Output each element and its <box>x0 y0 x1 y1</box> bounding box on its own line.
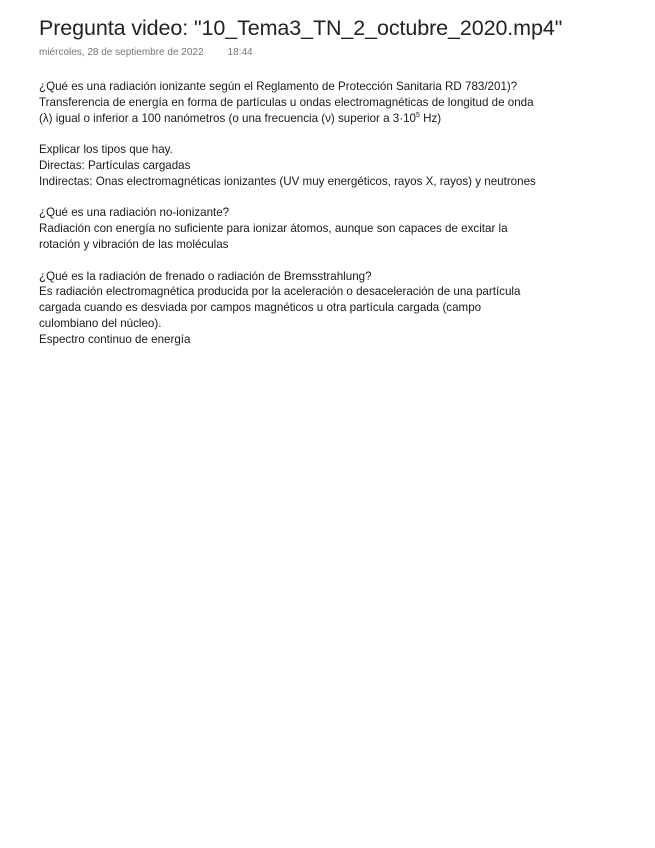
answer-text: Directas: Partículas cargadas <box>39 158 191 172</box>
formula-text-after: Hz) <box>419 111 442 125</box>
question-block-bremsstrahlung <box>39 269 639 348</box>
question-block-non-ionizing <box>39 205 639 252</box>
note-body <box>39 79 639 348</box>
question-text: ¿Qué es una radiación no-ionizante? <box>39 206 230 220</box>
note-date: miércoles, 28 de septiembre de 2022 <box>39 47 204 58</box>
question-block-types <box>39 142 639 189</box>
answer-text: Indirectas: Onas electromagnéticas ionizantes (UV muy energéticos, rayos X, rayos) y neutrones <box>39 174 536 188</box>
answer-text: cargada cuando es desviada por campos magnéticos u otra partícula cargada (campo <box>39 301 482 315</box>
answer-text: Transferencia de energía en forma de partículas u ondas electromagnéticas de longitud de onda <box>39 95 534 109</box>
note-meta <box>39 46 639 60</box>
answer-text: Espectro continuo de energía <box>39 332 191 346</box>
question-block-ionizing <box>39 79 639 126</box>
question-text: ¿Qué es la radiación de frenado o radiación de Bremsstrahlung? <box>39 269 372 283</box>
answer-formula-line <box>39 111 639 127</box>
answer-text: Es radiación electromagnética producida por la aceleración o desaceleración de una partícula <box>39 285 521 299</box>
formula-text-before: (λ) igual o inferior a 100 nanómetros (o una frecuencia (ν) superior a 3·10 <box>39 111 416 125</box>
note-title: Pregunta video: "10_Tema3_TN_2_octubre_2020.mp4" <box>39 16 563 40</box>
note-time: 18:44 <box>227 47 253 58</box>
answer-text: culombiano del núcleo). <box>39 316 162 330</box>
formula-exponent: 5 <box>416 111 420 119</box>
answer-text: Radiación con energía no suficiente para ionizar átomos, aunque son capaces de excitar la <box>39 222 508 236</box>
question-text: ¿Qué es una radiación ionizante según el Reglamento de Protección Sanitaria RD 783/201)? <box>39 80 518 93</box>
answer-text: rotación y vibración de las moléculas <box>39 237 229 251</box>
question-text: Explicar los tipos que hay. <box>39 143 173 157</box>
note-page <box>39 14 639 363</box>
